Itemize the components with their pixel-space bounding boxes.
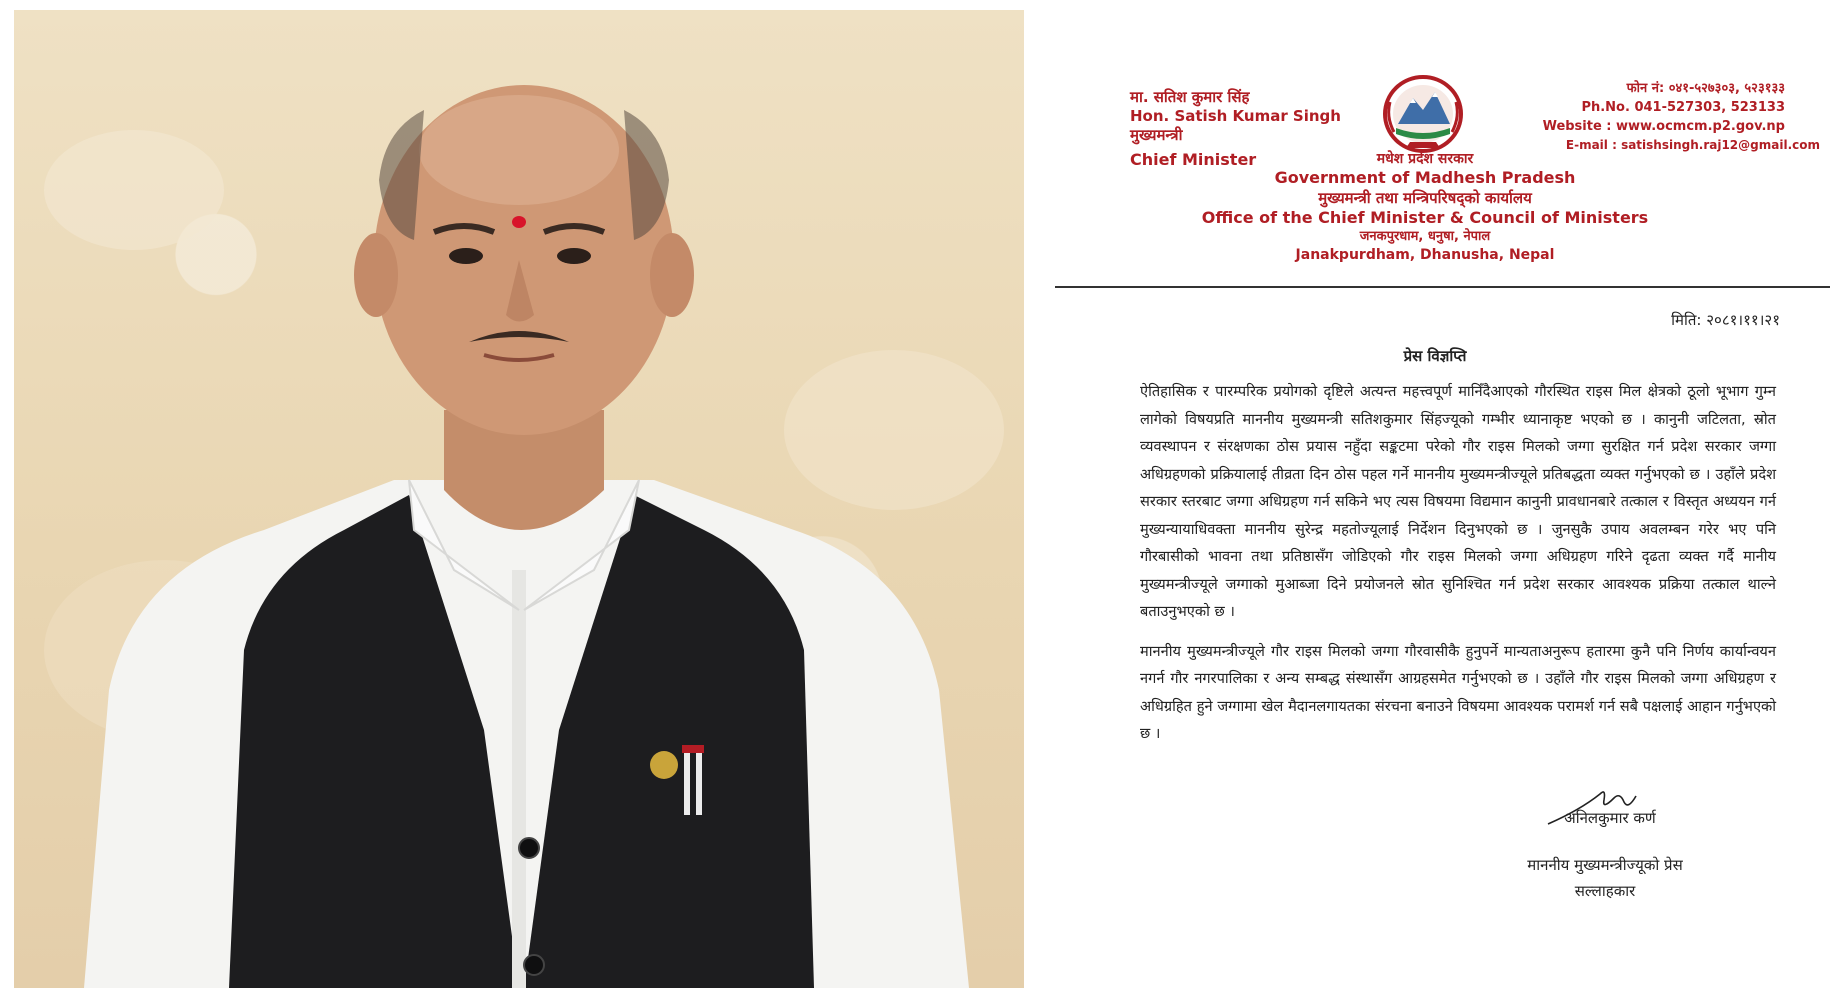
name-en: Hon. Satish Kumar Singh — [1130, 107, 1341, 126]
letter-date: मिति: २०८१।११।२१ — [1671, 311, 1780, 329]
place-np: जनकपुरधाम, धनुषा, नेपाल — [1359, 229, 1491, 245]
nepal-emblem-icon — [1380, 72, 1466, 154]
name-np: मा. सतिश कुमार सिंह — [1130, 88, 1250, 106]
signatory-role-line2: सल्लाहकार — [1574, 882, 1636, 901]
paragraph-2: माननीय मुख्यमन्त्रीज्यूले गौर राइस मिलको जग्गा गौरवासीकै हुनुपर्ने मान्यताअनुरूप हतारमा कुनै पनि निर्णय कार्यान्वयन नगर्न गौर नगरपालिका र अन्य सम्बद्ध संस्थासँग आग्रहसमेत गर्नुभएको छ । उहाँले गौर राइस मिलको जग्गा अधिग्रहण र अधिग्रहित हुने जग्गामा खेल मैदानलगायतका संरचना बनाउने विषयमा आवश्यक परामर्श गर्न सबै पक्षलाई आहान गर्नुभएको छ । — [1140, 642, 1776, 742]
signatory-role — [1480, 852, 1730, 905]
portrait-illustration — [14, 10, 1024, 988]
place-en: Janakpurdham, Dhanusha, Nepal — [1295, 247, 1555, 264]
signatory-role-line1: माननीय मुख्यमन्त्रीज्यूको प्रेस — [1527, 856, 1683, 874]
office-np: मुख्यमन्त्री तथा मन्त्रिपरिषद्को कार्यालय — [1318, 188, 1532, 207]
letter-title: प्रेस विज्ञप्ति — [1403, 347, 1467, 365]
letterhead-divider — [1055, 286, 1830, 288]
paragraph-1: ऐतिहासिक र पारम्परिक प्रयोगको दृष्टिले अत्यन्त महत्त्वपूर्ण मानिँदैआएको गौरस्थित राइस मिल क्षेत्रको ठूलो भूभाग गुम्न लागेको विषयप्रति माननीय मुख्यमन्त्री सतिशकुमार सिंहज्यूको गम्भीर ध्यानाकृष्ट भएको छ । कानुनी जटिलता, स्रोत व्यवस्थापन र संरक्षणका ठोस प्रयास नहुँदा सङ्कटमा परेको गौर राइस मिलको जग्गा सुरक्षित गर्न प्रदेश सरकार जग्गा अधिग्रहणको प्रक्रियालाई तीव्रता दिन ठोस पहल गर्ने माननीय मुख्यमन्त्रीज्यूले प्रतिबद्धता व्यक्त गर्नुभएको छ । उहाँले प्रदेश सरकार स्तरबाट जग्गा अधिग्रहण गर्न सकिने भए त्यस विषयमा विद्यमान कानुनी प्रावधानबारे तत्काल र विस्तृत अध्ययन गर्न मुख्यन्यायाधिवक्ता माननीय सुरेन्द्र महतोज्यूलाई निर्देशन दिनुभएको छ । जुनसुकै उपाय अवलम्बन गरेर भए पनि गौरबासीको भावना तथा प्रतिष्ठासँग जोडिएको गौर राइस मिलको जग्गा अधिग्रहण गरिने दृढता व्यक्त गर्दै मानीय मुख्यमन्त्रीज्यूले जग्गाको मुआब्जा दिने प्रयोजनले स्रोत सुनिश्चित गर्न प्रदेश सरकार आवश्यक प्रक्रिया तत्काल थाल्ने बताउनुभएको छ । — [1140, 383, 1776, 620]
letterhead-center — [1190, 150, 1660, 264]
signatory-name: अनिलकुमार कर्ण — [1564, 809, 1656, 827]
press-release-letter — [1040, 0, 1846, 996]
letter-body — [1140, 378, 1776, 760]
office-en: Office of the Chief Minister & Council of Ministers — [1201, 208, 1649, 228]
phone-np: फोन नं: ०४१-५२७३०३, ५२३१३३ — [1626, 81, 1785, 96]
title-np: मुख्यमन्त्री — [1130, 126, 1183, 145]
lapel-pin — [650, 751, 678, 779]
website: Website : www.ocmcm.p2.gov.np — [1542, 118, 1785, 134]
letterhead-contact — [1485, 80, 1820, 154]
email: E-mail : satishsingh.raj12@gmail.com — [1565, 137, 1820, 152]
government-np: मधेश प्रदेश सरकार — [1376, 151, 1474, 167]
portrait-photo — [14, 10, 1024, 988]
government-en: Government of Madhesh Pradesh — [1274, 168, 1576, 188]
title-en: Chief Minister — [1130, 149, 1257, 169]
phone-en: Ph.No. 041-527303, 523133 — [1581, 99, 1785, 115]
